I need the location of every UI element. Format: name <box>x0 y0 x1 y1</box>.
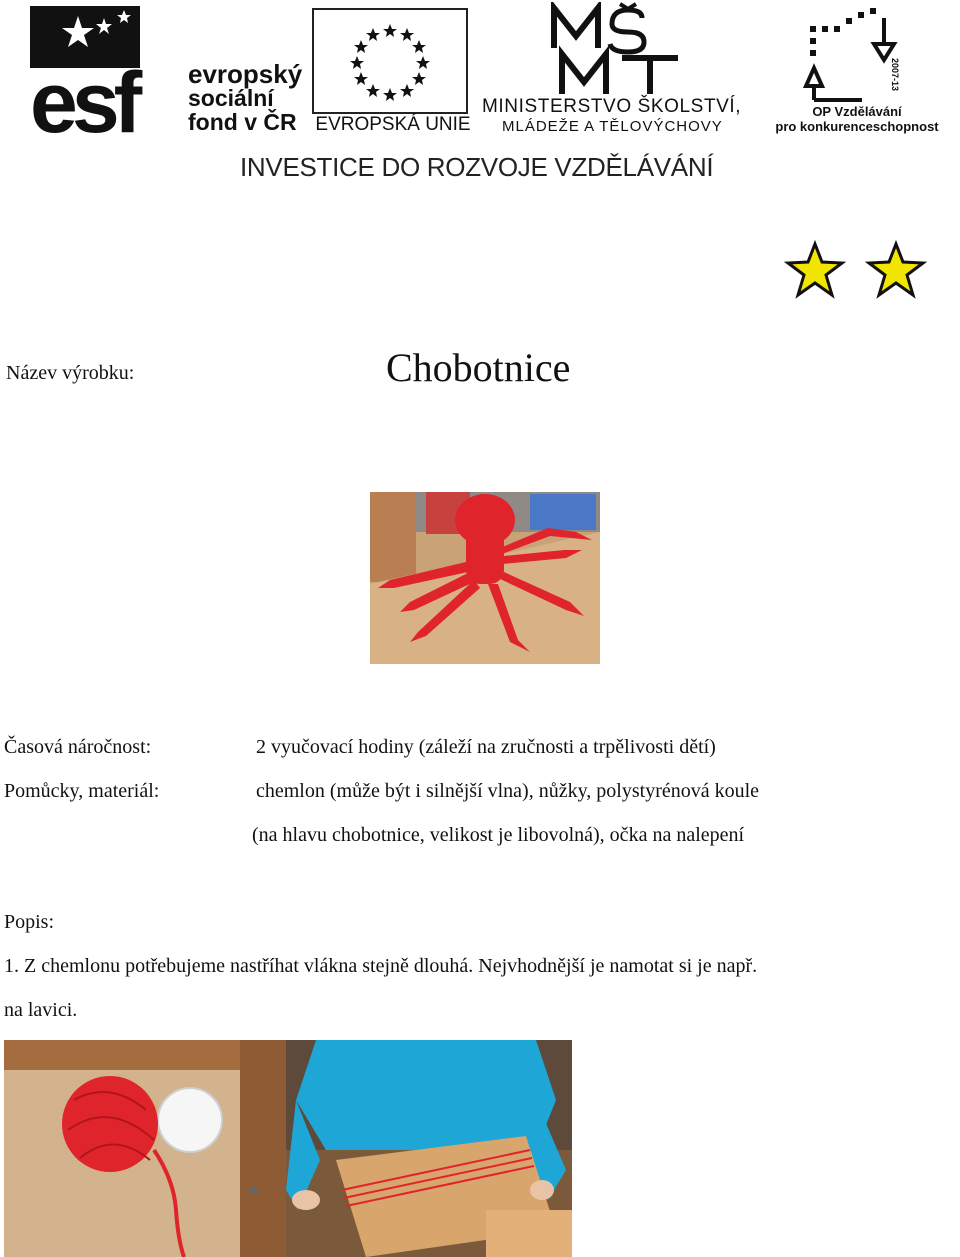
op-years: 2007-13 <box>890 58 900 92</box>
materials-value-line-2: (na hlavu chobotnice, velikost je libovolná), očka na nalepení <box>252 824 745 846</box>
product-title: Chobotnice <box>386 345 571 390</box>
materials-label: Pomůcky, materiál: <box>4 780 160 802</box>
op-wordmark <box>764 104 950 134</box>
time-value: 2 vyučovací hodiny (záleží na zručnosti a trpělivosti dětí) <box>256 736 716 758</box>
esf-line-3: fond v ČR <box>188 109 297 135</box>
tagline: INVESTICE DO ROZVOJE VZDĚLÁVÁNÍ <box>240 152 714 182</box>
child-winding-yarn-photo <box>286 1040 572 1257</box>
step-1-line-2: na lavici. <box>4 999 78 1021</box>
esf-mark: esf <box>30 55 137 134</box>
op-line-1: OP Vzdělávání <box>812 104 902 119</box>
yarn-ball-photo <box>4 1040 286 1257</box>
esf-line-2: sociální <box>188 85 274 111</box>
esf-logo <box>30 6 170 134</box>
esf-wordmark <box>188 59 318 135</box>
difficulty-stars <box>784 240 930 302</box>
product-name-label: Název výrobku: <box>6 362 135 384</box>
step-1-line-1: 1. Z chemlonu potřebujeme nastříhat vlákna stejně dlouhá. Nejvhodnější je namotat si je např. <box>4 955 758 977</box>
msmt-mark: MŠMT <box>548 2 551 3</box>
eu-label: EVROPSKÁ UNIE <box>315 114 471 135</box>
eu-flag <box>312 8 468 114</box>
materials-value-line-1: chemlon (může být i silnější vlna), nůžky, polystyrénová koule <box>256 780 760 802</box>
msmt-line-1: MINISTERSTVO ŠKOLSTVÍ, <box>482 96 742 117</box>
eu-stars-circle-icon <box>314 10 466 112</box>
msmt-logo <box>548 2 688 98</box>
msmt-line-2: MLÁDEŽE A TĚLOVÝCHOVY <box>502 118 723 135</box>
description-label: Popis: <box>4 911 55 933</box>
star-icon <box>788 244 842 295</box>
time-label: Časová náročnost: <box>4 736 152 758</box>
octopus-photo <box>370 492 600 664</box>
star-icon <box>869 244 923 295</box>
esf-line-1: evropský <box>188 59 303 89</box>
op-line-2: pro konkurenceschopnost <box>775 119 939 134</box>
